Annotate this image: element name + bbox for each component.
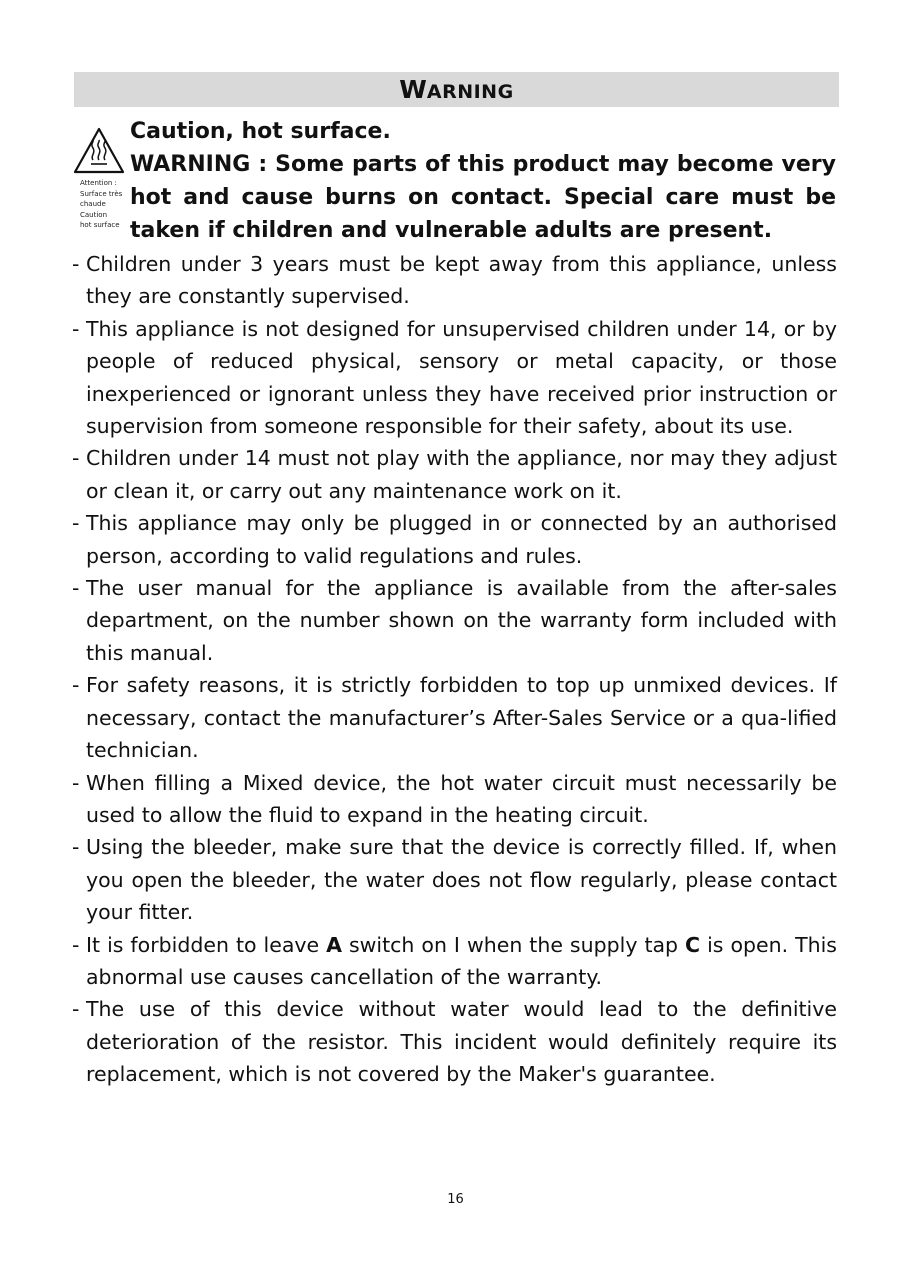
list-item-text: Using the bleeder, make sure that the device is correctly filled. If, when you open the bleeder, the water does not flow regularly, please contact your fitter. bbox=[86, 835, 837, 925]
icon-caption-line: Caution bbox=[80, 210, 108, 219]
caution-title: Caution, hot surface. bbox=[130, 119, 391, 144]
list-dash: - bbox=[72, 932, 80, 957]
icon-caption-line: chaude bbox=[80, 200, 106, 208]
list-dash: - bbox=[72, 576, 80, 601]
section-heading bbox=[74, 72, 839, 107]
heading-rest: ARNING bbox=[426, 81, 514, 103]
list-item bbox=[72, 831, 837, 928]
page-number: 16 bbox=[447, 1192, 464, 1207]
list-item-text: For safety reasons, it is strictly forbidden to top up unmixed devices. If necessary, contact the manufacturer’s After-Sales Service or a qua-lified technician. bbox=[86, 673, 837, 763]
list-item-text-part: switch on I when the supply tap bbox=[341, 932, 686, 957]
list-dash: - bbox=[72, 997, 80, 1022]
list-item-text-part: It is forbidden to leave bbox=[86, 932, 327, 957]
list-dash: - bbox=[72, 252, 80, 276]
list-item-text: The user manual for the appliance is available from the after-sales department, on the number shown on the warranty form included with this manual. bbox=[86, 576, 837, 665]
list-item-switch-warning bbox=[72, 929, 837, 994]
heading-initial: W bbox=[399, 75, 427, 104]
list-dash: - bbox=[72, 316, 80, 341]
list-item bbox=[72, 248, 837, 313]
list-item-text: This appliance may only be plugged in or connected by an authorised person, according to valid regulations and rules. bbox=[86, 511, 837, 568]
icon-caption bbox=[80, 178, 130, 231]
list-dash: - bbox=[72, 770, 80, 795]
caution-warning-text: WARNING : Some parts of this product may become very hot and cause burns on contact. Special care must be taken if children and vulnerable adults are present. bbox=[130, 152, 836, 243]
list-dash: - bbox=[72, 511, 80, 536]
icon-caption-line: Attention : bbox=[80, 179, 117, 187]
list-dash: - bbox=[72, 673, 80, 698]
hot-surface-warning-icon bbox=[72, 126, 126, 176]
list-item bbox=[72, 669, 837, 766]
list-item-text: The use of this device without water would lead to the definitive deterioration of the resistor. This incident would definitely require its replacement, which is not covered by the Maker's guarantee. bbox=[86, 997, 837, 1087]
list-item-text-part: is open. This abnormal use causes cancellation of the warranty. bbox=[86, 932, 837, 989]
list-dash: - bbox=[72, 835, 80, 860]
list-item bbox=[72, 442, 837, 507]
icon-caption-line: hot surface bbox=[80, 221, 120, 229]
tap-label: C bbox=[685, 932, 701, 957]
list-item bbox=[72, 993, 837, 1090]
list-item-text: When filling a Mixed device, the hot water circuit must necessarily be used to allow the fluid to expand in the heating circuit. bbox=[86, 770, 837, 827]
list-item bbox=[72, 507, 837, 572]
list-dash: - bbox=[72, 446, 80, 471]
caution-block bbox=[130, 115, 836, 247]
list-item-text: Children under 3 years must be kept away from this appliance, unless they are constantly supervised. bbox=[86, 252, 837, 309]
icon-caption-line: Surface très bbox=[80, 189, 123, 198]
list-item bbox=[72, 313, 837, 443]
list-item-text: Children under 14 must not play with the appliance, nor may they adjust or clean it, or carry out any maintenance work on it. bbox=[86, 446, 837, 503]
safety-list bbox=[72, 248, 837, 1091]
list-item bbox=[72, 572, 837, 669]
list-item-text: This appliance is not designed for unsupervised children under 14, or by people of reduced physical, sensory or metal capacity, or those inexperienced or ignorant unless they have received prior instruction or supervision from someone responsible for their safety, about its use. bbox=[86, 316, 837, 439]
switch-label: A bbox=[326, 932, 342, 957]
list-item bbox=[72, 767, 837, 832]
